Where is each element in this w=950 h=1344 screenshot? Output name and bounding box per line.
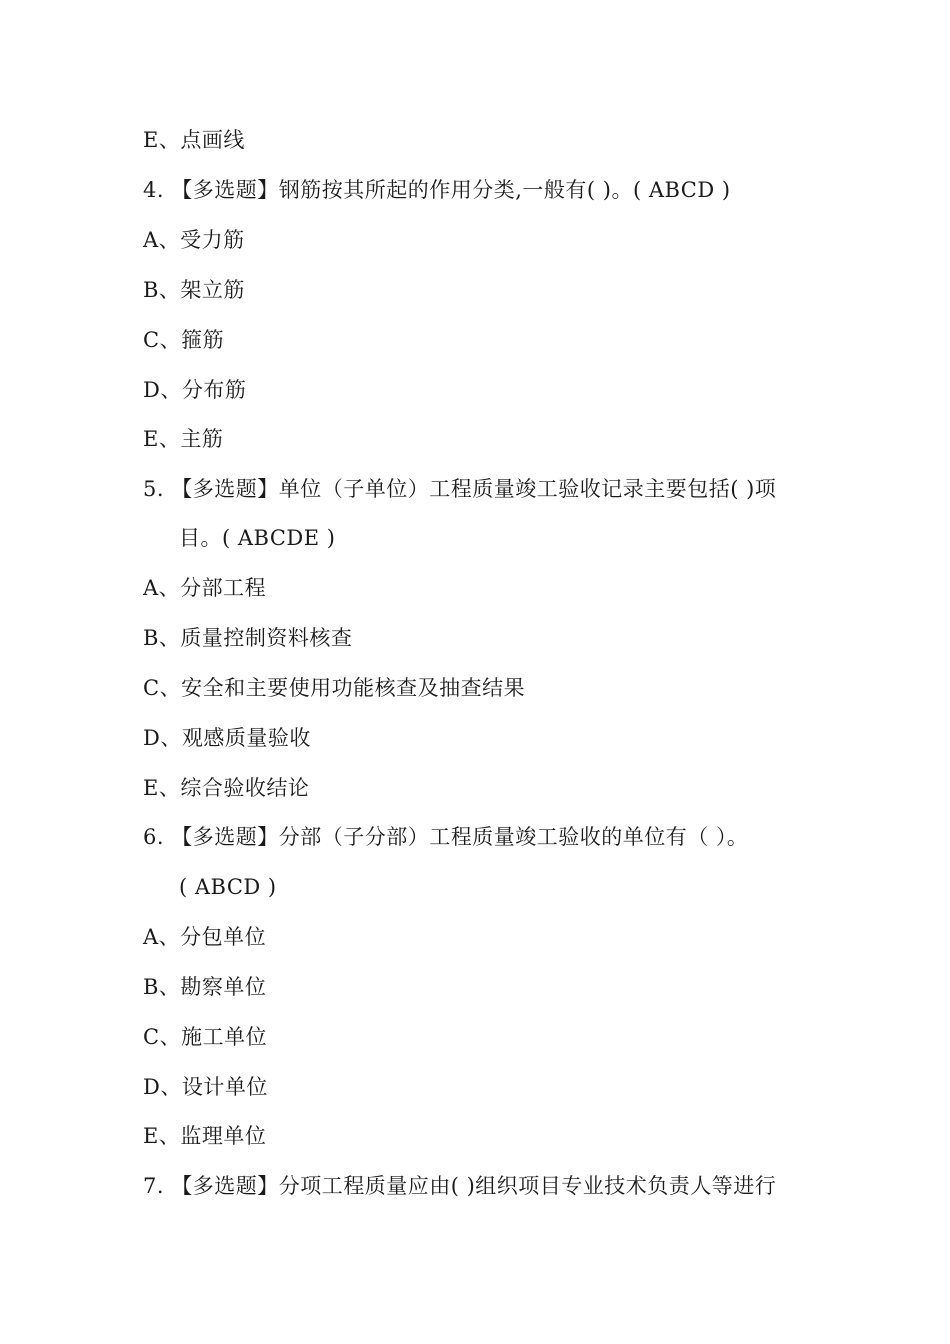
option-line: C、施工单位: [143, 1025, 268, 1049]
question-line: 7. 【多选题】分项工程质量应由( )组织项目专业技术负责人等进行: [143, 1174, 777, 1198]
option-line: D、观感质量验收: [143, 726, 311, 750]
option-line: E、综合验收结论: [143, 776, 310, 800]
question-continuation-line: ( ABCD ): [179, 875, 277, 899]
option-line: B、质量控制资料核查: [143, 626, 353, 650]
option-line: D、设计单位: [143, 1075, 268, 1099]
question-line: 4. 【多选题】钢筋按其所起的作用分类,一般有( )。( ABCD ): [143, 178, 731, 202]
option-line: B、架立筋: [143, 278, 245, 302]
question-line: 5. 【多选题】单位（子单位）工程质量竣工验收记录主要包括( )项: [143, 477, 777, 501]
option-line: A、分包单位: [143, 925, 267, 949]
question-continuation-line: 目。( ABCDE ): [179, 526, 336, 550]
option-line: D、分布筋: [143, 378, 247, 402]
option-line: C、安全和主要使用功能核查及抽查结果: [143, 676, 526, 700]
option-line: A、受力筋: [143, 228, 245, 252]
question-line: 6. 【多选题】分部（子分部）工程质量竣工验收的单位有（ ）。: [143, 825, 749, 849]
option-line: E、点画线: [143, 128, 245, 152]
option-line: A、分部工程: [143, 576, 267, 600]
option-line: E、监理单位: [143, 1124, 267, 1148]
option-line: E、主筋: [143, 427, 224, 451]
option-line: B、勘察单位: [143, 975, 267, 999]
option-line: C、箍筋: [143, 328, 225, 352]
